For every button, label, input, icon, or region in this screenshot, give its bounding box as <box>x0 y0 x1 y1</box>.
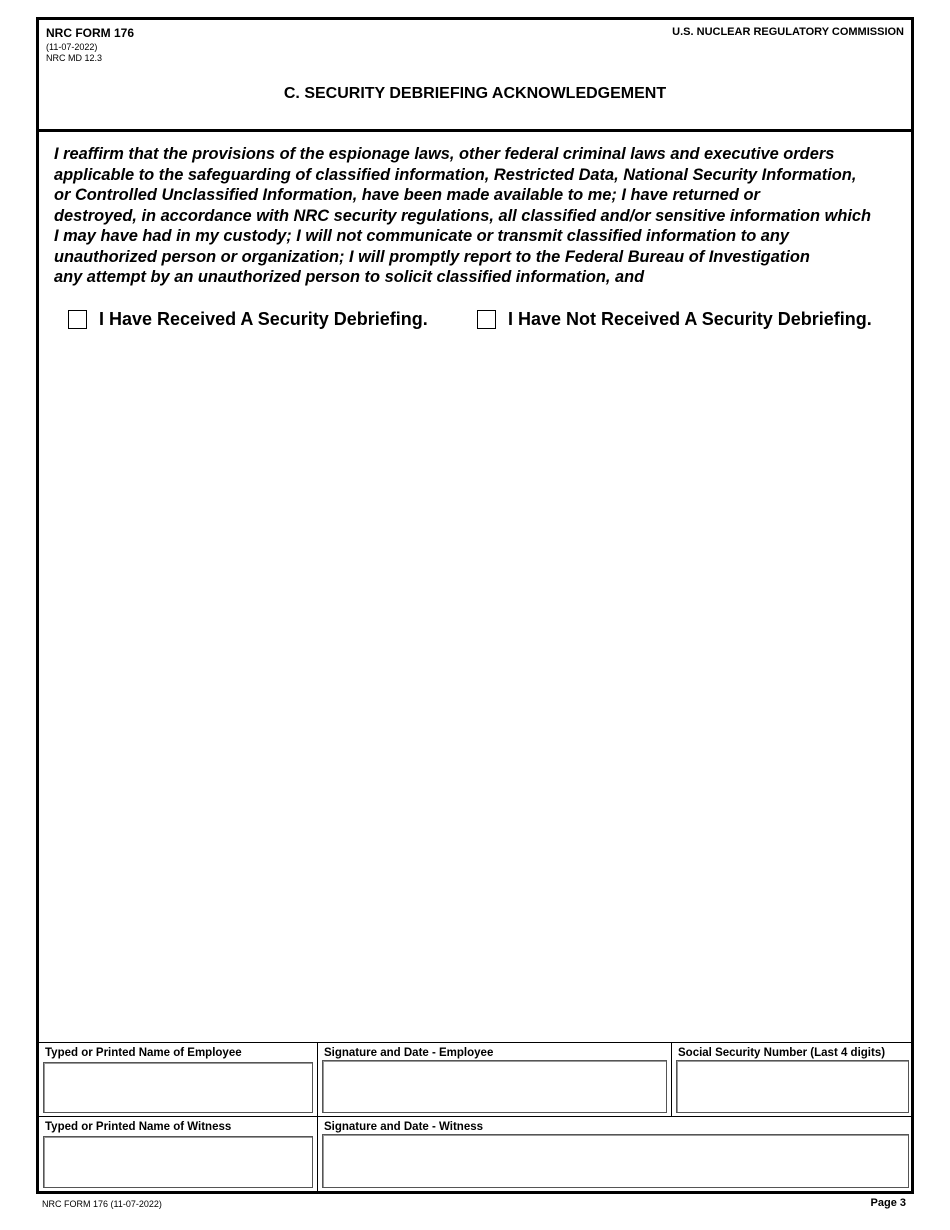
form-header <box>39 20 911 132</box>
employee-name-field[interactable] <box>43 1062 313 1113</box>
ssn-label: Social Security Number (Last 4 digits) <box>678 1047 886 1059</box>
statement-line: destroyed, in accordance with NRC security regulations, all classified and/or sensitive information which <box>54 206 872 225</box>
statement-line: I reaffirm that the provisions of the espionage laws, other federal criminal laws and executive orders <box>54 145 835 163</box>
footer-page-number: Page 3 <box>870 1197 906 1209</box>
employee-signature-field[interactable] <box>322 1060 667 1113</box>
employee-signature-cell <box>318 1043 672 1117</box>
witness-name-field[interactable] <box>43 1136 313 1188</box>
statement-line: unauthorized person or organization; I will promptly report to the Federal Bureau of Investigation <box>54 247 810 266</box>
acknowledgement-statement <box>54 144 914 288</box>
received-debriefing-label: I Have Received A Security Debriefing. <box>99 308 428 329</box>
ssn-field[interactable] <box>676 1060 909 1113</box>
statement-line: any attempt by an unauthorized person to solicit classified information, and <box>54 268 645 286</box>
witness-name-cell <box>39 1117 318 1192</box>
not-received-debriefing-option[interactable] <box>477 308 872 330</box>
employee-signature-label: Signature and Date - Employee <box>324 1047 494 1059</box>
not-received-debriefing-label: I Have Not Received A Security Debriefing. <box>508 308 872 329</box>
form-directive: NRC MD 12.3 <box>46 53 103 63</box>
statement-line: or Controlled Unclassified Information, have been made available to me; I have returned or <box>54 186 760 204</box>
received-debriefing-option[interactable] <box>68 308 428 330</box>
witness-signature-field[interactable] <box>322 1134 909 1188</box>
ssn-cell <box>672 1043 911 1117</box>
witness-signature-cell <box>318 1117 911 1192</box>
received-debriefing-checkbox[interactable] <box>68 310 87 329</box>
agency-name: U.S. NUCLEAR REGULATORY COMMISSION <box>672 26 904 38</box>
not-received-debriefing-checkbox[interactable] <box>477 310 496 329</box>
form-frame <box>36 17 914 1194</box>
statement-line: applicable to the safeguarding of classified information, Restricted Data, National Security Information, <box>54 165 857 184</box>
signature-grid <box>39 1042 911 1191</box>
section-title: C. SECURITY DEBRIEFING ACKNOWLEDGEMENT <box>283 85 667 102</box>
form-id: NRC FORM 176 <box>46 26 135 40</box>
footer-form-reference: NRC FORM 176 (11-07-2022) <box>42 1199 162 1209</box>
form-revision: (11-07-2022) <box>46 42 98 52</box>
employee-name-cell <box>39 1043 318 1117</box>
employee-name-label: Typed or Printed Name of Employee <box>45 1047 242 1059</box>
statement-line: I may have had in my custody; I will not communicate or transmit classified information to any <box>54 227 790 245</box>
witness-name-label: Typed or Printed Name of Witness <box>45 1121 232 1133</box>
witness-signature-label: Signature and Date - Witness <box>324 1121 484 1133</box>
